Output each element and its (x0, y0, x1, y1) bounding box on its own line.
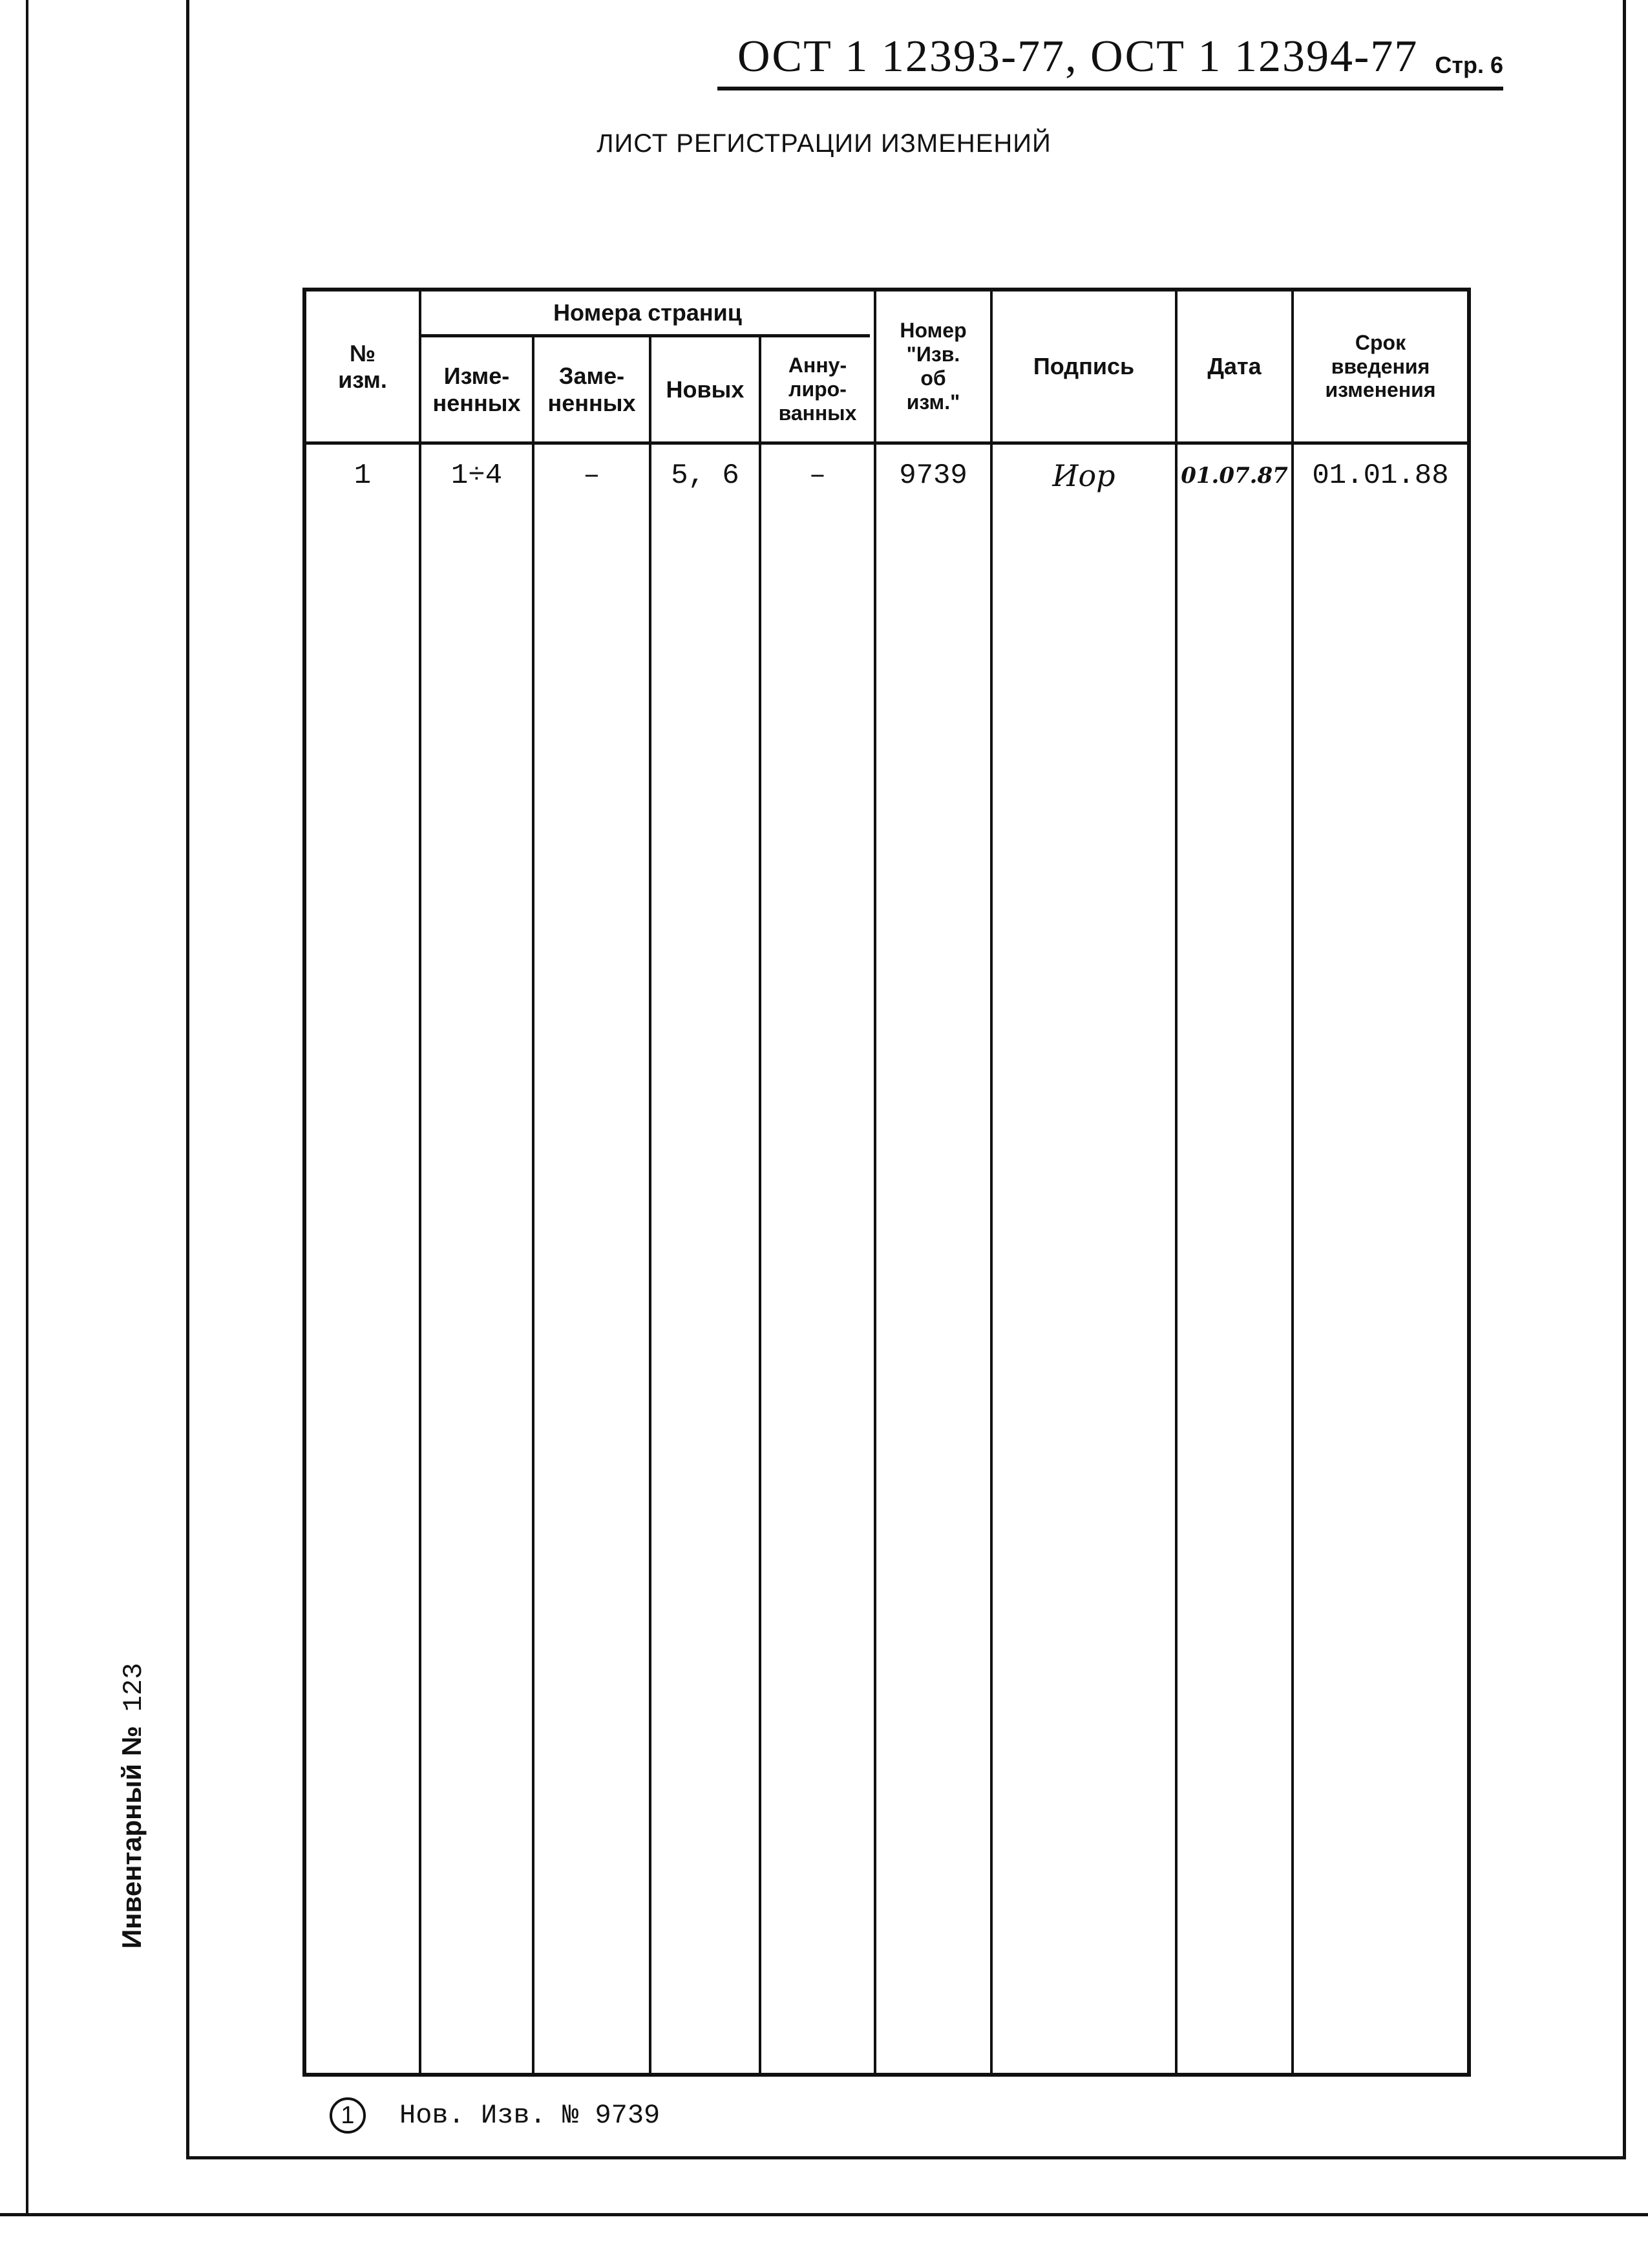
circled-change-marker: 1 (330, 2097, 366, 2134)
cell-new-pages: 5, 6 (671, 460, 739, 492)
header-date: Дата (1207, 353, 1262, 380)
column-divider (532, 337, 534, 2073)
column-divider (759, 337, 761, 2073)
column-divider (649, 337, 651, 2073)
column-divider (1175, 291, 1178, 2073)
page-number: Стр. 6 (1435, 52, 1503, 78)
cell-change-no: 1 (354, 460, 372, 492)
outer-left-border (26, 0, 28, 2216)
document-header (717, 19, 1503, 90)
cell-signature: Иор (1052, 458, 1115, 493)
cell-effective-date: 01.01.88 (1312, 460, 1449, 492)
cell-annulled-pages: – (808, 460, 827, 492)
header-change-no: № изм. (338, 339, 387, 393)
header-changed-pages: Изме- ненных (432, 363, 521, 416)
frame-bottom-border (186, 2156, 1626, 2159)
inventory-label: Инвентарный № (116, 1726, 147, 1949)
column-divider (1291, 291, 1294, 2073)
header-new-pages: Новых (666, 376, 745, 403)
sheet-title: ЛИСТ РЕГИСТРАЦИИ ИЗМЕНЕНИЙ (597, 129, 1051, 158)
column-divider (419, 291, 421, 2073)
header-annulled-pages: Анну- лиро- ванных (778, 354, 857, 425)
change-footnote (330, 2093, 660, 2138)
inventory-number (116, 1663, 149, 1949)
header-effective-date: Срок введения изменения (1325, 330, 1436, 402)
header-page-numbers: Номера страниц (553, 299, 742, 326)
header-replaced-pages: Заме- ненных (547, 363, 636, 416)
header-bottom-line (306, 441, 1467, 445)
cell-notice-number: 9739 (899, 460, 967, 492)
cell-changed-pages: 1÷4 (450, 460, 503, 492)
cell-replaced-pages: – (583, 460, 600, 492)
inventory-value: 123 (118, 1662, 149, 1712)
frame-right-border (1623, 0, 1626, 2159)
footnote-text: Нов. Изв. № 9739 (399, 2100, 660, 2131)
frame-left-border (186, 0, 189, 2159)
document-number: ОСТ 1 12393-77, ОСТ 1 12394-77 (737, 32, 1419, 81)
change-registration-table (302, 288, 1471, 2077)
outer-bottom-border (0, 2213, 1648, 2216)
header-signature: Подпись (1033, 353, 1135, 380)
cell-date: 01.07.87 (1181, 463, 1288, 489)
column-divider (990, 291, 993, 2073)
column-divider (874, 291, 876, 2073)
header-notice-number: Номер "Изв. об изм." (900, 319, 967, 414)
